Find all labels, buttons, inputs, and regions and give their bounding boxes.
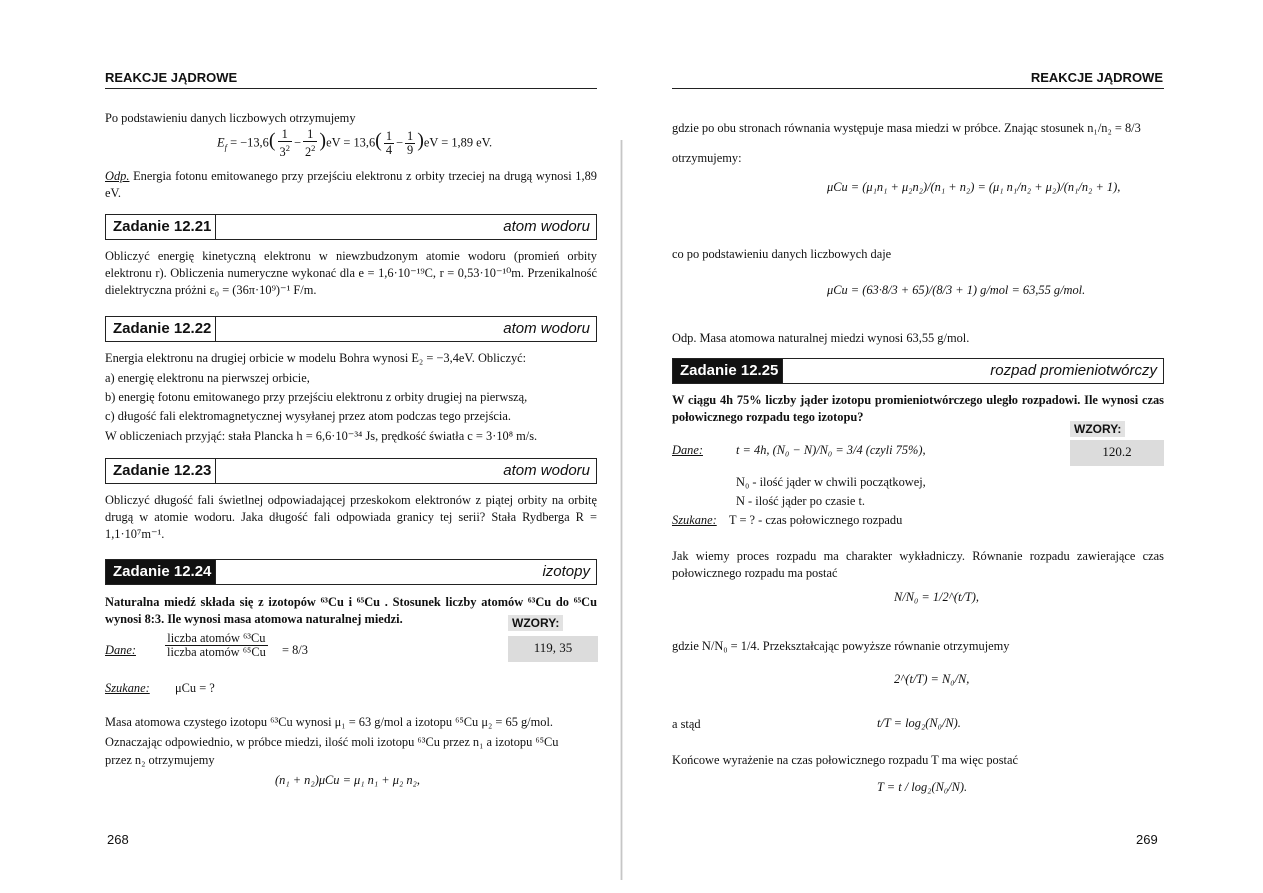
task-number: Zadanie 12.22: [106, 317, 216, 341]
masa-line: przez n₂ otrzymujemy: [105, 753, 215, 767]
odp-text: Energia fotonu emitowanego przy przejściu elektronu z orbity trzeciej na drugą wynosi 1,89 eV.: [105, 169, 597, 200]
odp-label: Odp.: [105, 169, 130, 183]
page-number-right: 269: [1136, 832, 1158, 847]
wzory-value: 119, 35: [508, 636, 598, 662]
szukane-label: Szukane:: [105, 681, 150, 695]
equation-power: 2^(t/T) = N₀/N,: [894, 672, 970, 686]
equation-ef: $E_f = -13,6$( $\frac{1}{3^2}$ − $\frac{1}{2^2}$ )eV = 13,6( $\frac{1}{4}$ − $\frac{1}{9}$ )eV = 1,89 eV.: [217, 127, 493, 160]
n0-line: N₀ - ilość jąder w chwili początkowej,: [736, 475, 926, 489]
task-12-23-text: Obliczyć długość fali świetlnej odpowiadającej przeskokom elektronów z piątej orbity na orbitę drugą w atomie wodoru. Jaka długość fali odpowiada granicy tej serii? Stała Rydberga R = 1,1·10⁷m⁻¹.: [105, 493, 597, 541]
task-topic: atom wodoru: [503, 462, 590, 479]
task-header-12-23: [105, 458, 597, 484]
book-spine-shadow: [620, 140, 623, 880]
wzory-box: [1070, 420, 1132, 459]
task-12-24-bold-text: Naturalna miedź składa się z izotopów ⁶³Cu i ⁶⁵Cu . Stosunek liczby atomów ⁶³Cu do ⁶⁵Cu wynosi 8:3. Ile wynosi masa atomowa naturalnej miedzi.: [105, 595, 597, 626]
n-line: N - ilość jąder po czasie t.: [736, 494, 866, 508]
left-page: [0, 0, 630, 893]
dane-denominator: liczba atomów ⁶⁵Cu: [167, 645, 266, 659]
koncowe-line: Końcowe wyrażenie na czas połowicznego rozpadu T ma więc postać: [672, 753, 1018, 767]
gdzie-line: gdzie N/N₀ = 1/4. Przekształcając powyższe równanie otrzymujemy: [672, 639, 1010, 653]
equation-mu-numeric: μCu = (63·8/3 + 65)/(8/3 + 1) g/mol = 63,55 g/mol.: [827, 283, 1086, 297]
equation-log: t/T = log₂(N₀/N).: [877, 716, 961, 730]
running-header-left: REAKCJE JĄDROWE: [105, 70, 238, 85]
wzory-value: 120.2: [1070, 440, 1164, 466]
page-number-left: 268: [107, 832, 129, 847]
equation-mass-balance: (n₁ + n₂)μCu = μ₁ n₁ + μ₂ n₂,: [275, 773, 420, 787]
wzory-label: WZORY:: [508, 615, 563, 631]
text-line: gdzie po obu stronach równania występuje masa miedzi w próbce. Znając stosunek n₁/n₂ = 8/3: [672, 121, 1141, 135]
right-page: [632, 0, 1263, 893]
task-header-12-24: [105, 559, 597, 585]
task-topic: rozpad promieniotwórczy: [990, 362, 1157, 379]
task-number: Zadanie 12.24: [106, 560, 216, 584]
task-number: Zadanie 12.25: [673, 359, 783, 383]
task-topic: atom wodoru: [503, 218, 590, 235]
decay-paragraph: Jak wiemy proces rozpadu ma charakter wykładniczy. Równanie rozpadu zawierające czas połowicznego rozpadu ma postać: [672, 549, 1164, 580]
odp-line: Odp. Masa atomowa naturalnej miedzi wynosi 63,55 g/mol.: [672, 331, 970, 345]
text-line: otrzymujemy:: [672, 151, 742, 165]
header-rule: [672, 88, 1164, 89]
task-topic: atom wodoru: [503, 320, 590, 337]
equation-mu-cu: μCu = (μ₁n₁ + μ₂n₂)/(n₁ + n₂) = (μ₁ n₁/n₂ + μ₂)/(n₁/n₂ + 1),: [827, 180, 1121, 194]
equation-decay: N/N₀ = 1/2^(t/T),: [894, 590, 980, 604]
dane-label: Dane:: [672, 443, 703, 457]
szukane-label: Szukane:: [672, 513, 717, 527]
task-12-22-line: c) długość fali elektromagnetycznej wysyłanej przez atom podczas tego przejścia.: [105, 409, 511, 423]
a-stad-label: a stąd: [672, 717, 701, 731]
task-header-12-21: [105, 214, 597, 240]
dane-ratio: = 8/3: [282, 643, 308, 657]
masa-line: Oznaczając odpowiednio, w próbce miedzi, ilość moli izotopu ⁶³Cu przez n₁ a izotopu ⁶⁵Cu: [105, 735, 559, 749]
text-line: co po podstawieniu danych liczbowych daje: [672, 247, 892, 261]
intro-text: Po podstawieniu danych liczbowych otrzymujemy: [105, 111, 356, 125]
dane-numerator: liczba atomów ⁶³Cu: [165, 632, 268, 646]
task-12-22-line: b) energię fotonu emitowanego przy przejściu elektronu z orbity drugiej na pierwszą,: [105, 390, 528, 404]
task-number: Zadanie 12.23: [106, 459, 216, 483]
task-12-22-line: Energia elektronu na drugiej orbicie w modelu Bohra wynosi E₂ = −3,4eV. Obliczyć:: [105, 351, 527, 365]
odp-paragraph: [105, 168, 597, 202]
running-header-right: REAKCJE JĄDROWE: [1030, 70, 1163, 85]
task-header-12-25: [672, 358, 1164, 384]
wzory-label: WZORY:: [1070, 421, 1125, 437]
wzory-box: [508, 614, 573, 655]
dane-label: Dane:: [105, 643, 136, 657]
dane-text: t = 4h, (N₀ − N)/N₀ = 3/4 (czyli 75%),: [736, 443, 926, 457]
szukane-text: T = ? - czas połowicznego rozpadu: [729, 513, 903, 527]
szukane-text: μCu = ?: [175, 681, 215, 695]
task-12-22-line: W obliczeniach przyjąć: stała Plancka h = 6,6·10⁻³⁴ Js, prędkość światła c = 3·10⁸ m/s.: [105, 429, 538, 443]
task-12-21-text: Obliczyć energię kinetyczną elektronu w niewzbudzonym atomie wodoru (promień orbity elektronu r). Obliczenia numeryczne wykonać dla e = 1,6·10⁻¹⁹C, r = 0,53·10⁻¹⁰m. Przenikalność dielektryczna próżni ε₀ = (36π·10⁹)⁻¹ F/m.: [105, 249, 597, 297]
equation-half-life: T = t / log₂(N₀/N).: [877, 780, 968, 794]
header-rule: [105, 88, 597, 89]
task-topic: izotopy: [542, 563, 590, 580]
task-12-22-line: a) energię elektronu na pierwszej orbicie,: [105, 371, 310, 385]
masa-line: Masa atomowa czystego izotopu ⁶³Cu wynosi μ₁ = 63 g/mol a izotopu ⁶⁵Cu μ₂ = 65 g/mol.: [105, 715, 553, 729]
task-12-25-bold-text: W ciągu 4h 75% liczby jąder izotopu promieniotwórczego uległo rozpadowi. Ile wynosi czas połowicznego rozpadu tego izotopu?: [672, 393, 1164, 424]
task-number: Zadanie 12.21: [106, 215, 216, 239]
task-header-12-22: [105, 316, 597, 342]
dane-fraction: [165, 632, 268, 659]
